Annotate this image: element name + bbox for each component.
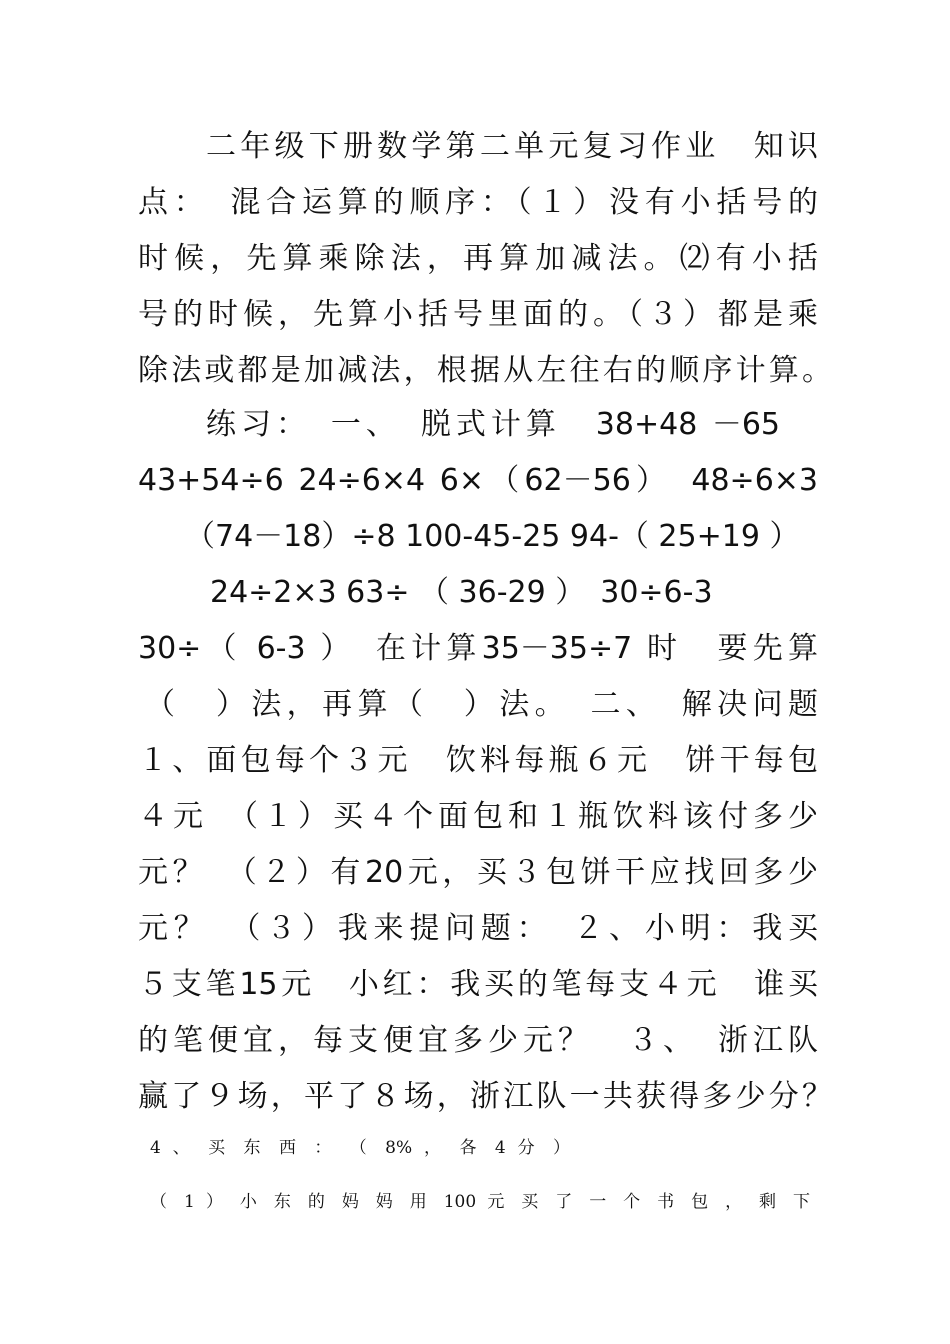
text-line: 时候，先算乘除法，再算加减法。⑵有小括 [138,241,818,276]
text-line: 二年级下册数学第二单元复习作业 知识 [206,129,818,164]
text-line-small: 4 、 买 东 西 ： （ 8% ， 各 4 分 ） [150,1138,570,1158]
text-line: 43+54÷6 24÷6×4 6×（62－56） 48÷6×3 [138,463,818,498]
text-line: 赢了９场，平了８场，浙江队一共获得多少分？ [138,1079,832,1114]
text-line: 练习： 一、 脱式计算 38+48 －65 [206,407,780,442]
text-line: （74－18）÷8 100-45-25 94-（ 25+19 ） [185,519,800,554]
text-line: ４元 （１）买４个面包和１瓶饮料该付多少 [138,799,818,834]
text-line-small: （ 1 ） 小 东 的 妈 妈 用 100 元 买 了 一 个 书 包 ， 剩 下 [150,1192,810,1212]
text-line: 点： 混合运算的顺序：（１）没有小括号的 [138,185,818,220]
text-line: 元？ （２）有20元，买３包饼干应找回多少 [138,855,818,890]
text-line: 30÷（ 6-3 ） 在计算35－35÷7 时 要先算 [138,631,818,666]
text-line: ５支笔15元 小红：我买的笔每支４元 谁买 [138,967,818,1002]
text-line: 除法或都是加减法，根据从左往右的顺序计算。 [138,353,832,388]
text-line: 号的时候，先算小括号里面的。（３）都是乘 [138,297,818,332]
text-line: （ ）法，再算（ ）法。 二、 解决问题 [145,687,818,722]
text-line: １、面包每个３元 饮料每瓶６元 饼干每包 [138,743,818,778]
text-line: 24÷2×3 63÷ （ 36-29 ） 30÷6-3 [210,575,713,610]
text-line: 的笔便宜，每支便宜多少元？ ３、 浙江队 [138,1023,818,1058]
text-line: 元？ （３）我来提问题： ２、小明：我买 [138,911,818,946]
